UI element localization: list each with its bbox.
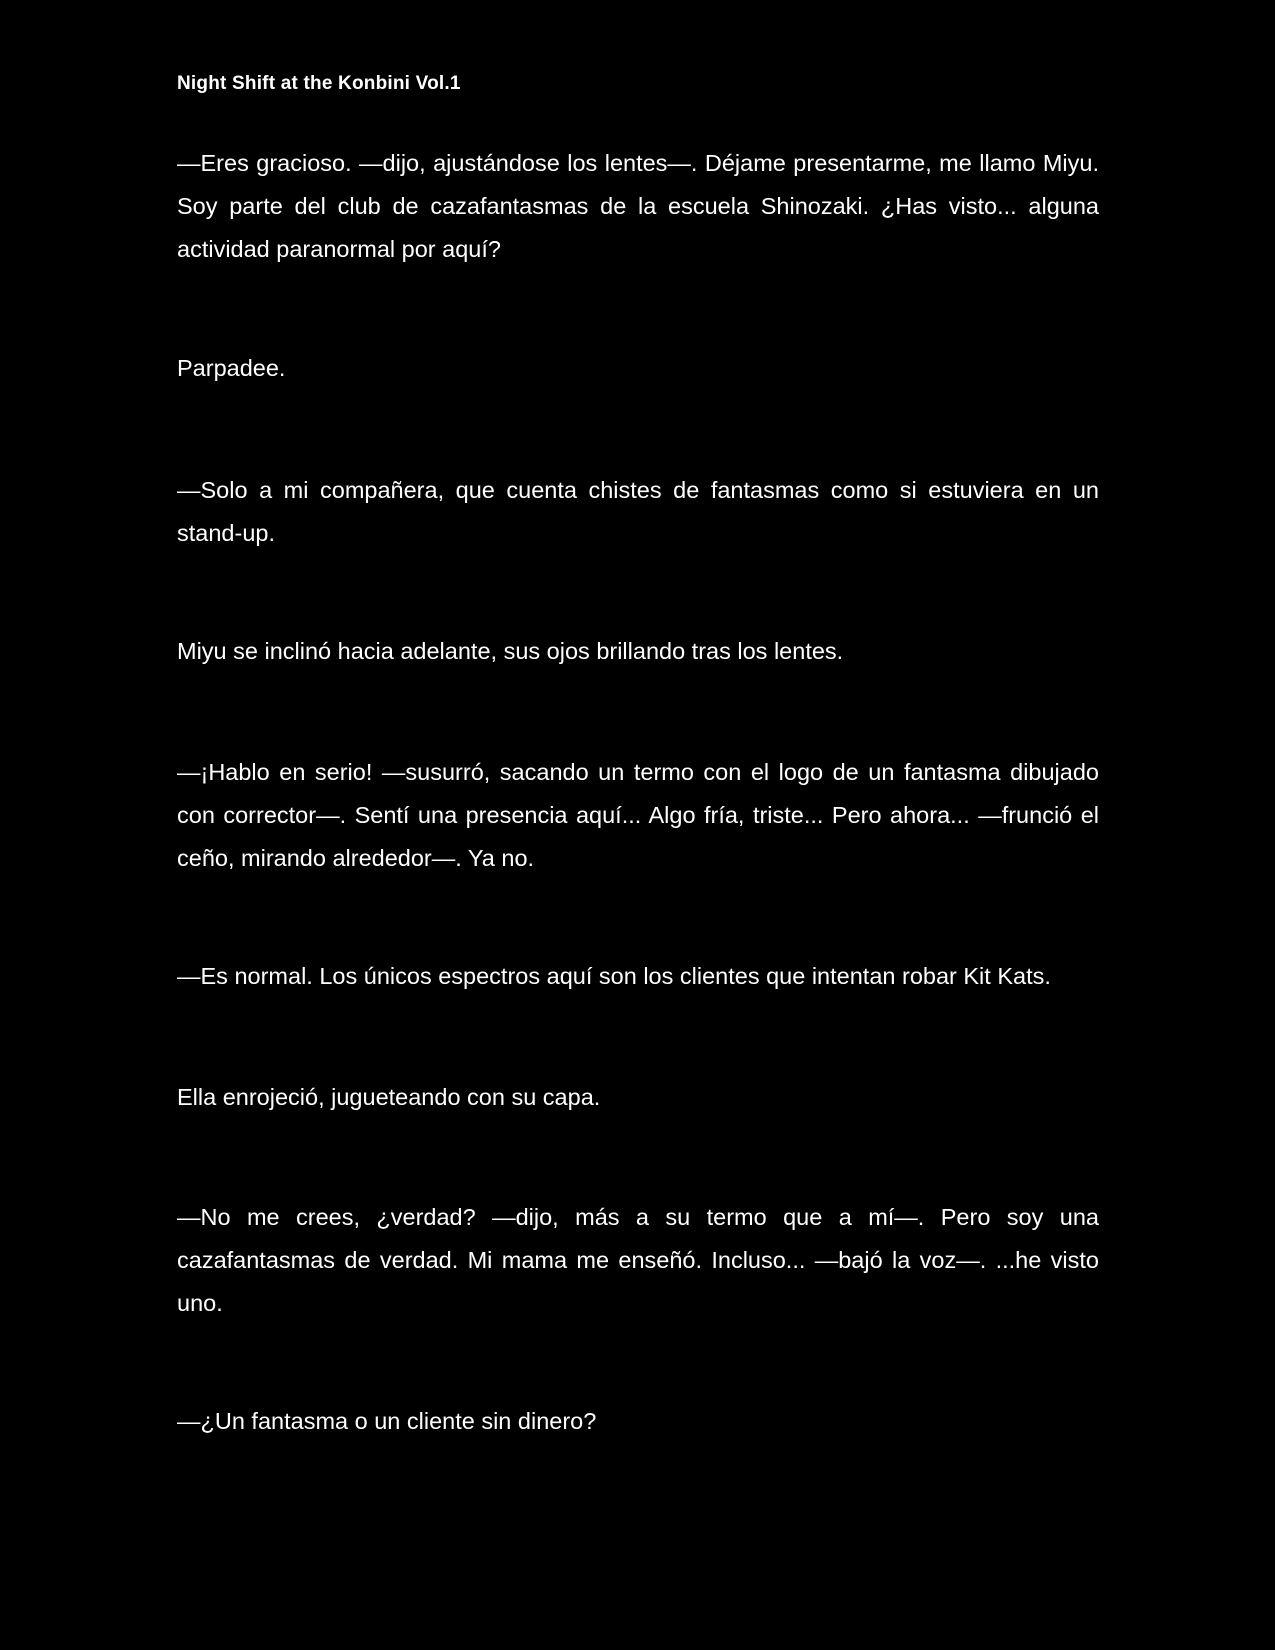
paragraph-5: —¡Hablo en serio! —susurró, sacando un termo con el logo de un fantasma dibujado con corrector—. Sentí una presencia aquí... Algo fría, triste... Pero ahora... —frunció el ceño, mirando alrededor—. Ya no.: [177, 759, 1099, 871]
paragraph-1: —Eres gracioso. —dijo, ajustándose los lentes—. Déjame presentarme, me llamo Miyu. Soy parte del club de cazafantasmas de la escuela Shinozaki. ¿Has visto... alguna actividad paranormal por aquí?: [177, 150, 1099, 262]
paragraph-7: Ella enrojeció, jugueteando con su capa.: [177, 1084, 601, 1110]
paragraph-6: —Es normal. Los únicos espectros aquí son los clientes que intentan robar Kit Kats.: [177, 963, 1051, 989]
paragraph-8: —No me crees, ¿verdad? —dijo, más a su termo que a mí—. Pero soy una cazafantasmas de verdad. Mi mama me enseñó. Incluso... —bajó la voz—. ...he visto uno.: [177, 1204, 1099, 1316]
running-header: Night Shift at the Konbini Vol.1: [177, 73, 461, 94]
paragraph-3: —Solo a mi compañera, que cuenta chistes de fantasmas como si estuviera en un stand-up.: [177, 477, 1099, 546]
paragraph-2: Parpadee.: [177, 355, 286, 381]
paragraph-4: Miyu se inclinó hacia adelante, sus ojos brillando tras los lentes.: [177, 638, 844, 664]
paragraph-9: —¿Un fantasma o un cliente sin dinero?: [177, 1408, 597, 1434]
